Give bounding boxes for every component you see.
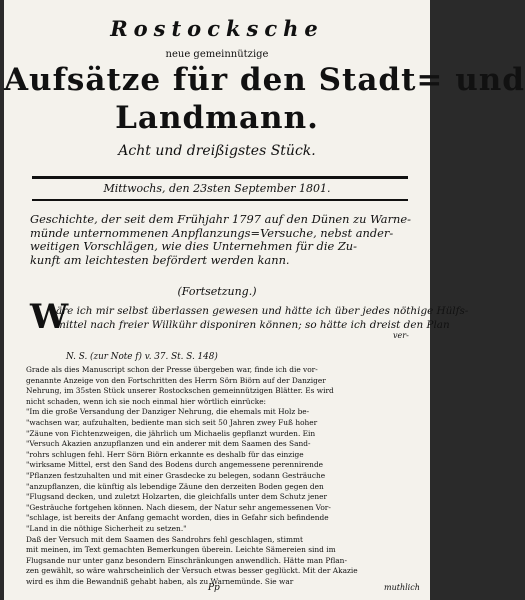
intro-line: mittel nach freier Willkühr disponiren können; so hätte ich dreist den Plan — [56, 319, 450, 331]
masthead-title-main-1: Aufsätze für den Stadt= und — [4, 62, 525, 98]
body-line: "Zäune von Fichtenzweigen, die jährlich um Michaelis gepflanzt wurden. Ein — [26, 428, 316, 438]
body-line: wird es ihm die Bewandniß gehabt haben, als zu Warnemünde. Sie war — [26, 576, 294, 586]
body-line: nicht schaden, wenn ich sie noch einmal hier wörtlich einrücke: — [26, 396, 267, 406]
note-reference: N. S. (zur Note f) v. 37. St. S. 148) — [66, 352, 218, 362]
newspaper-page — [4, 0, 525, 600]
dateline: Mittwochs, den 23sten September 1801. — [103, 182, 331, 195]
body-line: mit meinen, im Text gemachten Bemerkungen überein. Leichte Sämereien sind im — [26, 545, 336, 555]
issue-number: Acht und dreißigstes Stück. — [118, 143, 316, 159]
drop-cap: W — [30, 297, 69, 337]
intro-hyphen-tail: ver- — [393, 331, 409, 340]
masthead-title-top: Rostocksche — [110, 16, 324, 41]
body-line: Flugsande nur unter ganz besondern Einschränkungen anwendlich. Hätte man Pflan- — [26, 555, 347, 565]
continuation-label: (Fortsetzung.) — [177, 285, 257, 298]
body-line: "Gesträuche fortgehen können. Nach diesem, der Natur sehr angemessenen Vor- — [26, 502, 331, 512]
intro-paragraph — [56, 304, 469, 332]
body-line: "Flugsand decken, und zuletzt Holzarten, die gleichfalls unter dem Schutz jener — [26, 492, 328, 502]
headline-line: kunft am leichtesten befördert werden kann. — [30, 252, 290, 267]
intro-line: äre ich mir selbst überlassen gewesen und hätte ich über jedes nöthige Hülfs- — [56, 305, 469, 317]
top-rule — [32, 176, 408, 179]
body-line: "Versuch Akazien anzupflanzen und ein anderer mit dem Saamen des Sand- — [26, 439, 311, 449]
body-line: Nehrung, im 35sten Stück unserer Rostockschen gemeinnützigen Blätter. Es wird — [26, 386, 334, 396]
masthead-subtitle: neue gemeinnützige — [165, 49, 269, 60]
headline-line: münde unternommenen Anpflanzungs=Versuche, nebst ander- — [30, 225, 394, 240]
body-line: "Land in die nöthige Sicherheit zu setzen." — [26, 523, 187, 533]
body-line: Daß der Versuch mit dem Saamen des Sandrohrs fehl geschlagen, stimmt — [26, 534, 303, 544]
body-line: "rohrs schlugen fehl. Herr Sörn Biörn erkannte es deshalb für das einzige — [26, 449, 304, 459]
body-text — [26, 365, 418, 587]
body-line: "Im die große Versandung der Danziger Nehrung, die ehemals mit Holz be- — [26, 407, 310, 417]
headline-line: Geschichte, der seit dem Frühjahr 1797 auf den Dünen zu Warne- — [30, 212, 411, 226]
body-line: "schlage, ist bereits der Anfang gemacht worden, dies in Gefahr sich befindende — [26, 513, 329, 523]
bottom-rule — [32, 199, 408, 201]
body-line: genannte Anzeige von den Fortschritten des Herrn Sörn Biörn auf der Danziger — [26, 375, 326, 385]
body-line: Grade als dies Manuscript schon der Presse übergeben war, finde ich die vor- — [26, 365, 318, 374]
body-line: zen gewählt, so wäre wahrscheinlich der Versuch etwas besser geglückt. Mit der Akazie — [26, 566, 358, 576]
article-headline — [30, 213, 414, 267]
body-line: "Pflanzen festzuhalten und mit einer Grasdecke zu belegen, sodann Gesträuche — [26, 470, 326, 480]
body-line: "wachsen war, aufzuhalten, bediente man sich seit 50 Jahren zwey Fuß hoher — [26, 417, 318, 427]
masthead-title-main-2: Landmann. — [115, 100, 319, 136]
headline-line: weitigen Vorschlägen, wie dies Unternehmen für die Zu- — [30, 239, 357, 253]
body-line: "wirksame Mittel, erst den Sand des Bodens durch angemessene perennirende — [26, 460, 324, 470]
body-line: "anzupflanzen, die künftig als lebendige Zäune den derzeiten Boden gegen den — [26, 481, 324, 491]
signature-mark: Pp — [208, 583, 220, 593]
catchword: muthlich — [384, 583, 420, 592]
